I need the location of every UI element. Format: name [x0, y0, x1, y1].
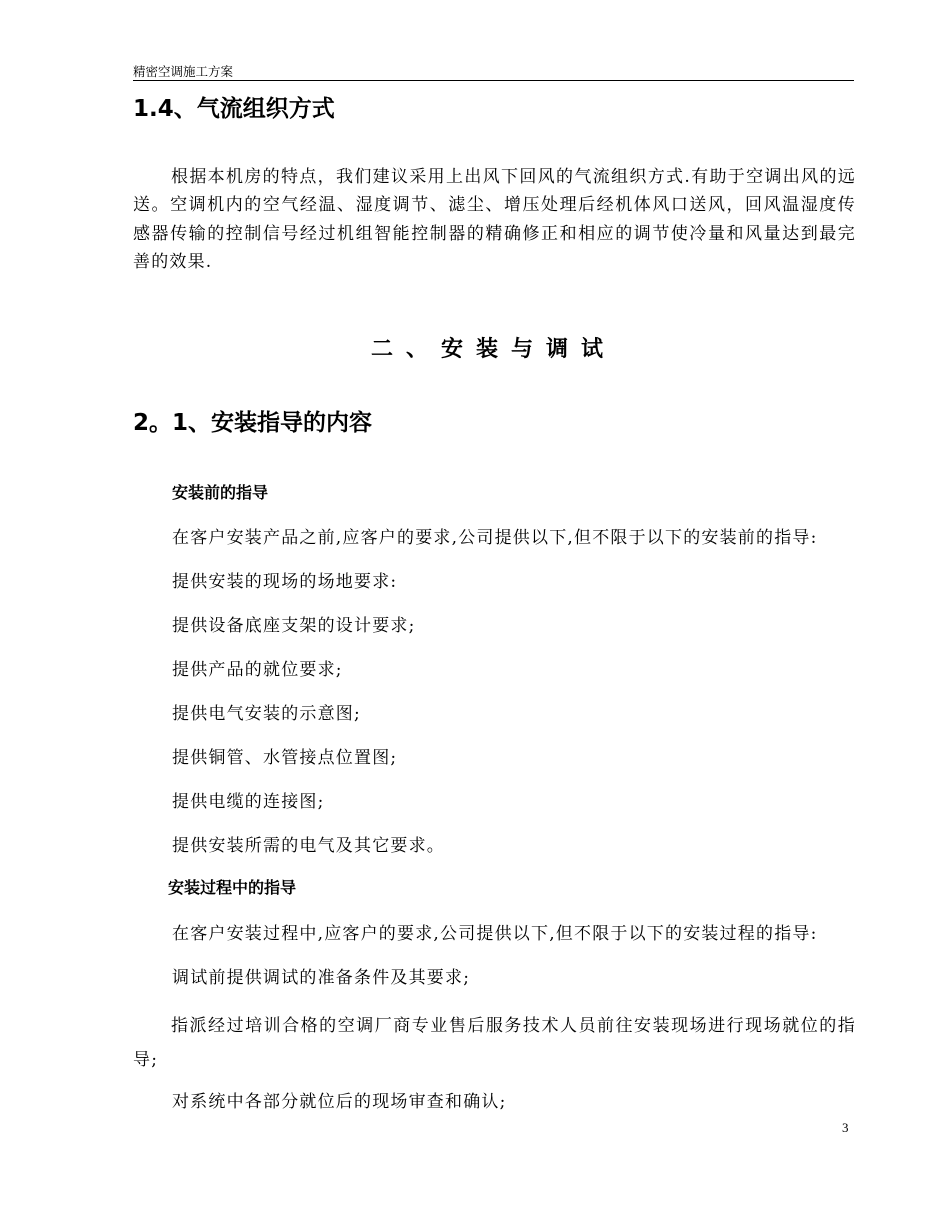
- airflow-paragraph: 根据本机房的特点，我们建议采用上出风下回风的气流组织方式.有助于空调出风的远送。空调机内的空气经温、湿度调节、滤尘、增压处理后经机体风口送风，回风温湿度传感器传输的控制信号经过机组智能控制器的精确修正和相应的调节使冷量和风量达到最完善的效果.: [133, 167, 856, 273]
- list-item: 对系统中各部分就位后的现场审查和确认;: [172, 1092, 507, 1112]
- subheading-before-install: 安装前的指导: [172, 483, 269, 502]
- subheading-during-install: 安装过程中的指导: [168, 878, 297, 897]
- list-item: 提供铜管、水管接点位置图;: [172, 748, 398, 768]
- section-heading-1-4: 1.4、气流组织方式: [133, 96, 335, 122]
- page-number: 3: [842, 1120, 849, 1135]
- list-item: 提供安装所需的电气及其它要求。: [172, 836, 445, 856]
- list-item: 提供电气安装的示意图;: [172, 704, 361, 724]
- list-item: 调试前提供调试的准备条件及其要求;: [172, 968, 471, 988]
- list-item: 提供电缆的连接图;: [172, 792, 325, 812]
- list-item: 提供设备底座支架的设计要求;: [172, 616, 416, 636]
- list-item: 指派经过培训合格的空调厂商专业售后服务技术人员前往安装现场进行现场就位的指导;: [133, 1016, 856, 1070]
- page-header: [133, 64, 854, 81]
- before-install-intro: 在客户安装产品之前,应客户的要求,公司提供以下,但不限于以下的安装前的指导:: [172, 528, 818, 548]
- list-item: 提供安装的现场的场地要求:: [172, 572, 398, 592]
- section-heading-2-1: 2。1、安装指导的内容: [133, 410, 373, 436]
- list-item: 提供产品的就位要求;: [172, 660, 343, 680]
- during-install-intro: 在客户安装过程中,应客户的要求,公司提供以下,但不限于以下的安装过程的指导:: [172, 924, 818, 944]
- header-title: 精密空调施工方案: [133, 64, 234, 79]
- chapter-title: 二、安装与调试: [370, 337, 616, 362]
